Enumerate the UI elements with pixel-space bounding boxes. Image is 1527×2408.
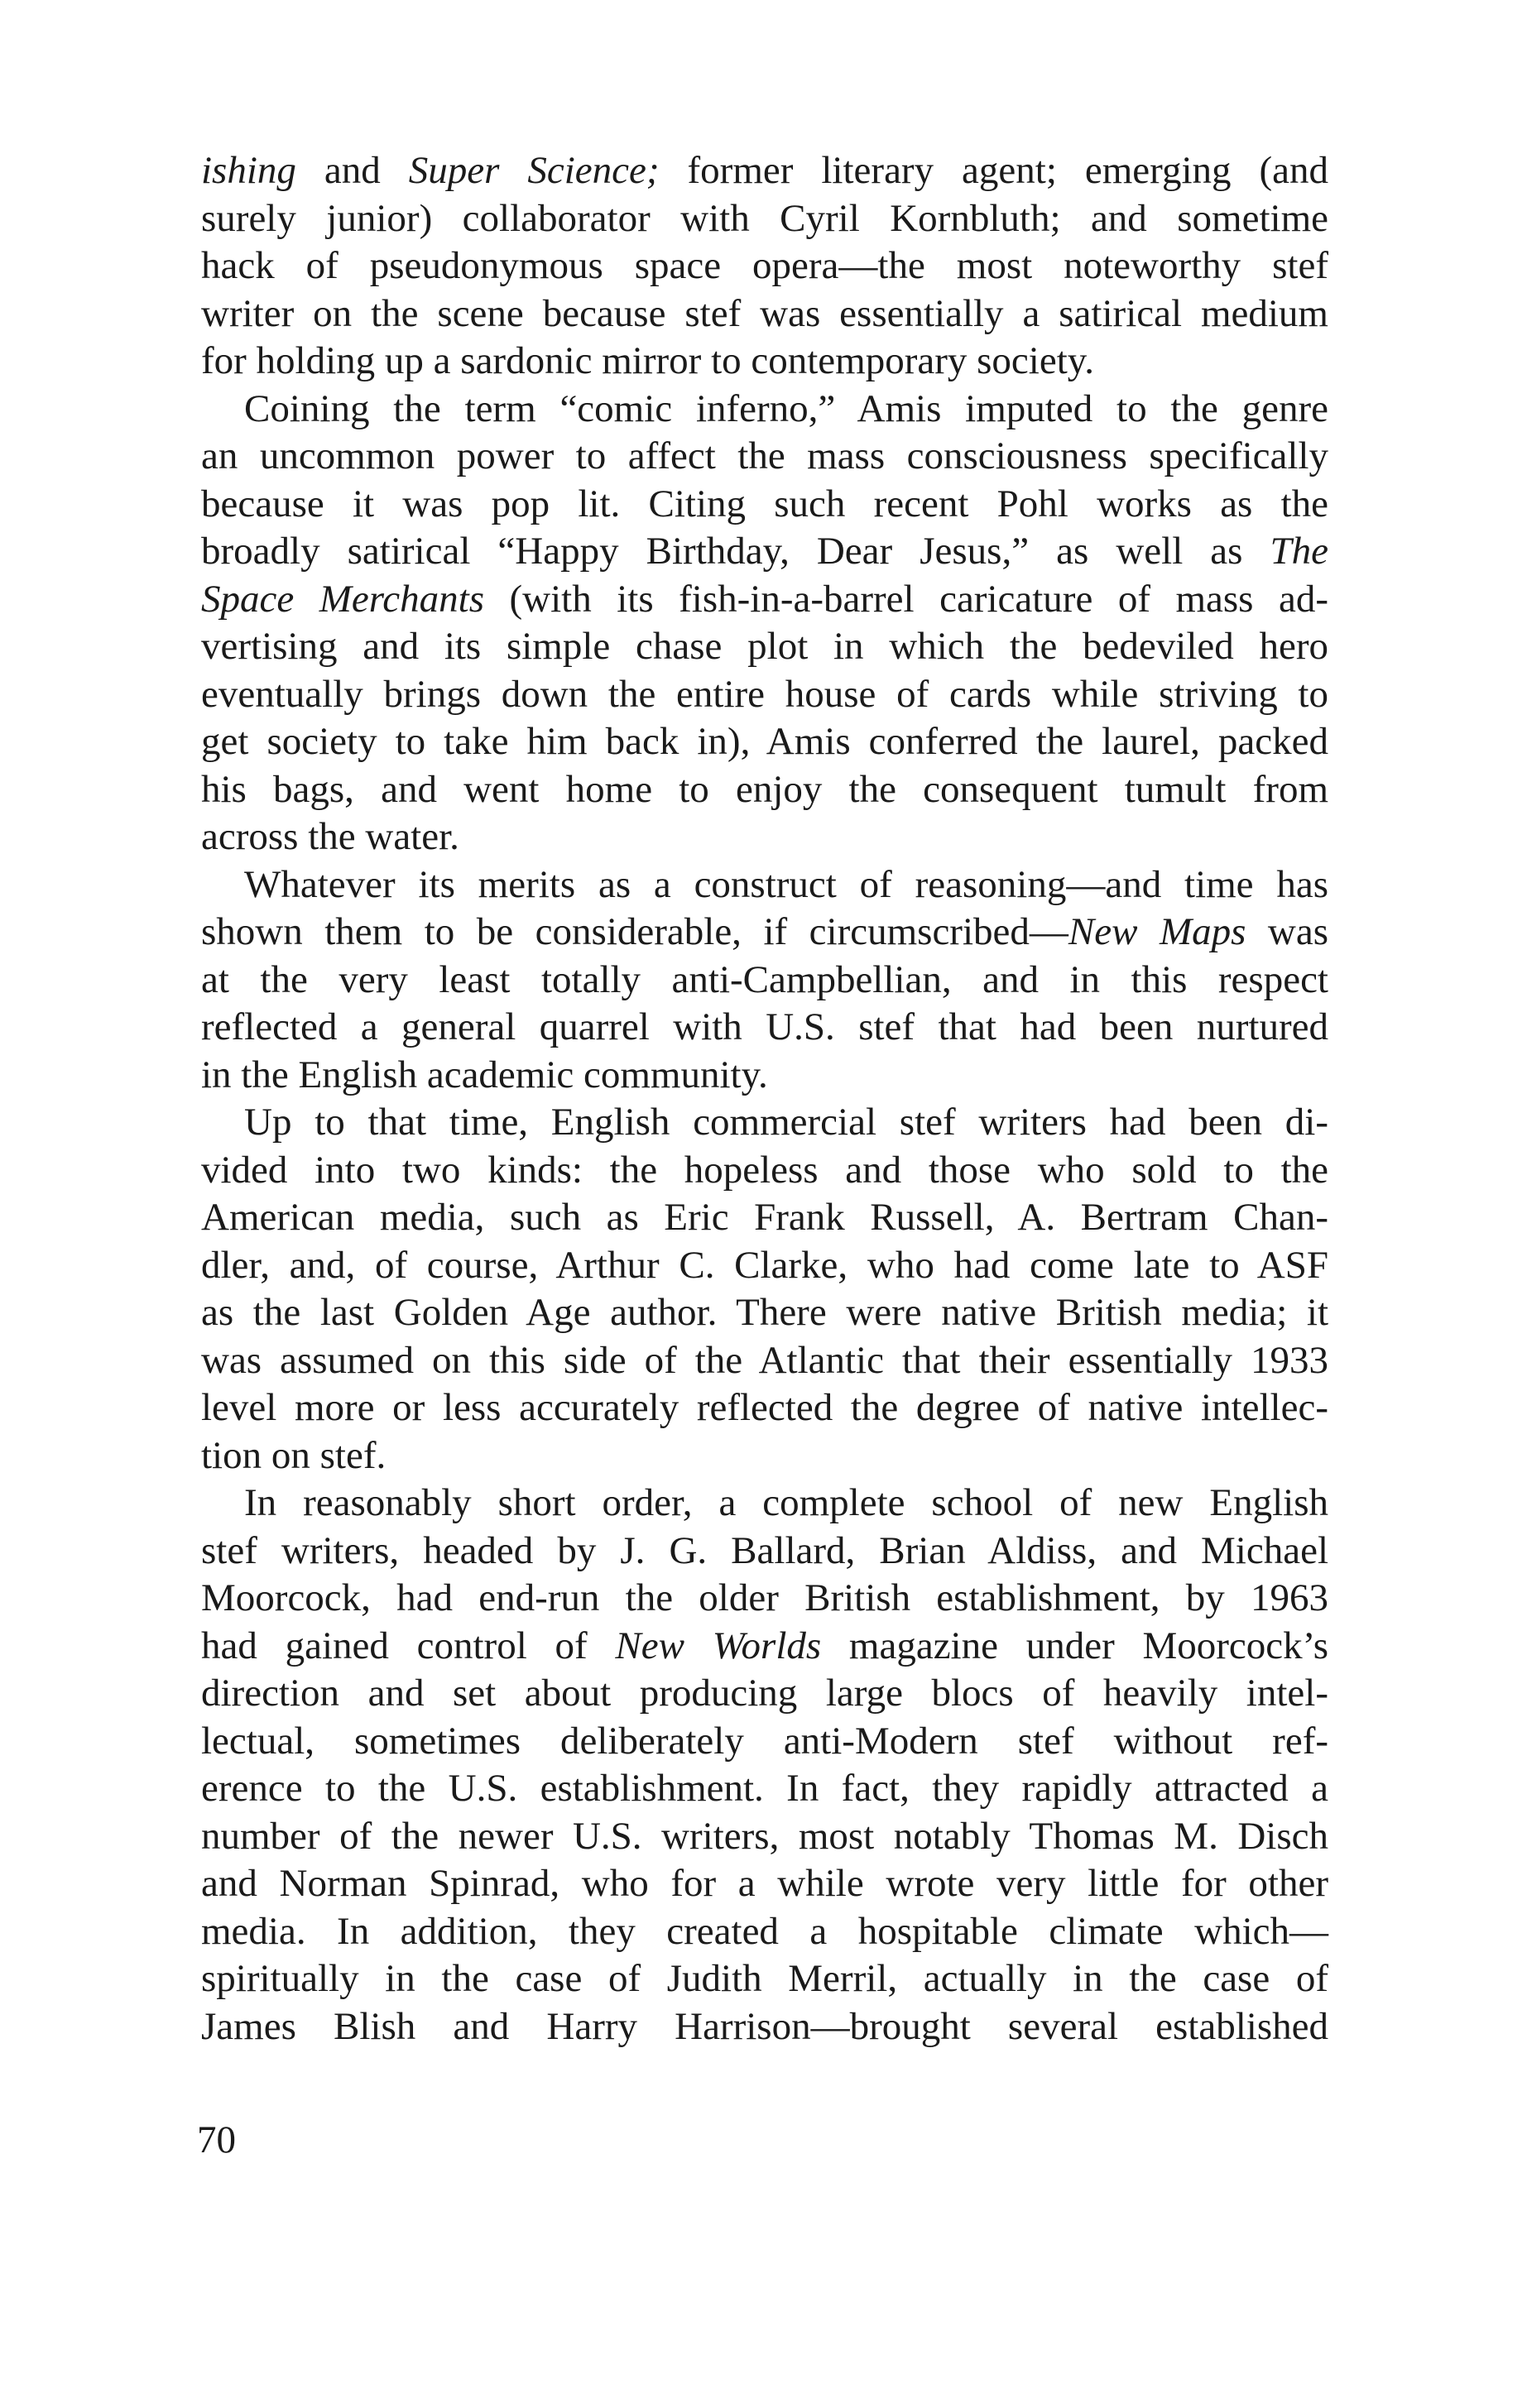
text-line: lectual, sometimes deliberately anti-Modern stef without ref-: [201, 1719, 1328, 1763]
text-line: James Blish and Harry Harrison—brought several established: [201, 2004, 1328, 2048]
text-line: stef writers, headed by J. G. Ballard, Brian Aldiss, and Michael: [201, 1528, 1328, 1572]
text-line: Moorcock, had end-run the older British establishment, by 1963: [201, 1576, 1328, 1619]
paragraph: [201, 861, 1328, 1100]
text-line: reflected a general quarrel with U.S. stef that had been nurtured: [201, 1005, 1328, 1048]
text-line: surely junior) collaborator with Cyril Kornbluth; and sometime: [201, 196, 1328, 240]
italic-title: Space Merchants: [201, 577, 484, 621]
text-line: as the last Golden Age author. There were native British media; it: [201, 1291, 1328, 1334]
paragraph: [201, 1099, 1328, 1480]
paragraph: [201, 1480, 1328, 2051]
text-line: Up to that time, English commercial stef writers had been di-: [244, 1101, 1328, 1144]
text-line: Coining the term “comic inferno,” Amis imputed to the genre: [244, 386, 1328, 430]
text-line: eventually brings down the entire house of cards while striving to: [201, 672, 1328, 716]
text-line: level more or less accurately reflected the degree of native intellec-: [201, 1386, 1328, 1429]
text-line: had gained control of New Worlds magazine under Moorcock’s: [201, 1624, 1328, 1667]
text-line: was assumed on this side of the Atlantic that their essentially 1933: [201, 1338, 1328, 1382]
text-line: Space Merchants (with its fish-in-a-barrel caricature of mass ad-: [201, 577, 1328, 621]
text-line: for holding up a sardonic mirror to contemporary society.: [201, 339, 1094, 382]
text-line: an uncommon power to affect the mass consciousness specifically: [201, 434, 1328, 477]
text-line: and Norman Spinrad, who for a while wrote very little for other: [201, 1862, 1328, 1905]
text-line: across the water.: [201, 815, 459, 858]
page-number: 70: [197, 2118, 236, 2161]
text-line: because it was pop lit. Citing such recent Pohl works as the: [201, 482, 1328, 525]
body-text: [201, 147, 1328, 2051]
text-line: his bags, and went home to enjoy the consequent tumult from: [201, 767, 1328, 811]
text-line: direction and set about producing large blocs of heavily intel-: [201, 1672, 1328, 1715]
text-line: tion on stef.: [201, 1433, 387, 1477]
text-line: vided into two kinds: the hopeless and those who sold to the: [201, 1148, 1328, 1192]
text-line: hack of pseudonymous space opera—the most noteworthy stef: [201, 244, 1328, 287]
text-line: ishing and Super Science; former literary agent; emerging (and: [201, 149, 1329, 192]
text-line: at the very least totally anti-Campbellian, and in this respect: [201, 957, 1328, 1001]
paragraph: [201, 386, 1328, 861]
italic-title: New Maps: [1068, 910, 1246, 953]
italic-title: ishing: [201, 149, 296, 192]
italic-title: New Worlds: [615, 1624, 822, 1667]
text-line: American media, such as Eric Frank Russell, A. Bertram Chan-: [201, 1196, 1328, 1239]
text-line: vertising and its simple chase plot in which the bedeviled hero: [201, 625, 1328, 668]
text-line: writer on the scene because stef was essentially a satirical medium: [201, 291, 1328, 335]
paragraph: [201, 147, 1328, 386]
text-line: dler, and, of course, Arthur C. Clarke, who had come late to ASF: [201, 1243, 1328, 1287]
text-line: spiritually in the case of Judith Merril, actually in the case of: [201, 1957, 1328, 2000]
text-line: number of the newer U.S. writers, most notably Thomas M. Disch: [201, 1814, 1328, 1858]
text-line: Whatever its merits as a construct of reasoning—and time has: [244, 862, 1328, 906]
text-line: in the English academic community.: [201, 1053, 768, 1096]
text-line: media. In addition, they created a hospitable climate which—: [201, 1909, 1328, 1953]
text-line: shown them to be considerable, if circumscribed—New Maps was: [201, 910, 1328, 953]
italic-title: Super Science;: [408, 149, 660, 192]
text-line: erence to the U.S. establishment. In fact, they rapidly attracted a: [201, 1767, 1328, 1810]
text-line: broadly satirical “Happy Birthday, Dear Jesus,” as well as The: [201, 530, 1328, 573]
text-line: get society to take him back in), Amis conferred the laurel, packed: [201, 720, 1328, 763]
italic-title: The: [1270, 530, 1328, 573]
text-line: In reasonably short order, a complete school of new English: [244, 1481, 1328, 1524]
